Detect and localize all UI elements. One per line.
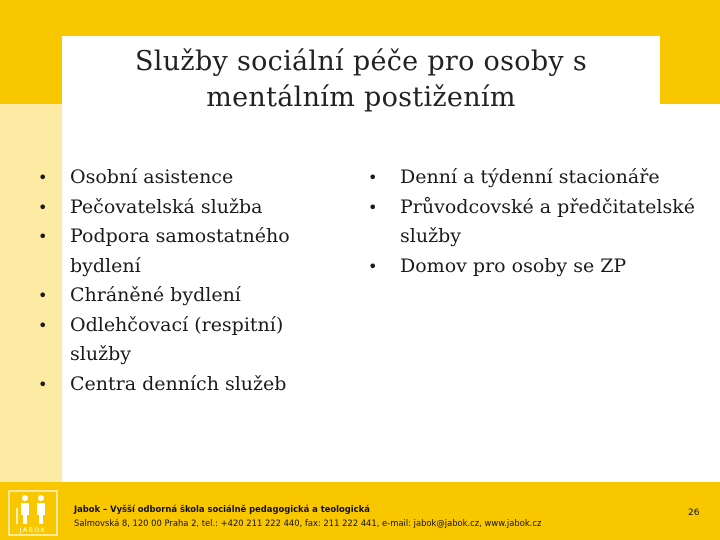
list-item-text: Centra denních služeb bbox=[70, 372, 287, 395]
list-item bbox=[38, 281, 333, 311]
list-item-text: Chráněné bydlení bbox=[70, 284, 241, 306]
bullet-icon: • bbox=[368, 197, 378, 217]
jabok-logo-icon bbox=[8, 490, 58, 536]
slide-title: Služby sociální péče pro osoby s mentálním postižením bbox=[135, 46, 587, 113]
list-item bbox=[38, 193, 333, 223]
left-bullet-list bbox=[38, 163, 333, 399]
footer-address: Salmovská 8, 120 00 Praha 2, tel.: +420 211 222 440, fax: 211 222 441, e-mail: jabok@jabok.cz, www.jabok.cz bbox=[74, 518, 542, 528]
bullet-icon: • bbox=[38, 168, 48, 187]
page-number: 26 bbox=[688, 508, 700, 518]
bullet-icon: • bbox=[38, 227, 48, 246]
right-bullet-list bbox=[368, 163, 720, 281]
bullet-icon: • bbox=[38, 197, 48, 217]
logo-text: JABOK bbox=[19, 526, 47, 534]
bullet-icon: • bbox=[368, 256, 378, 276]
list-item bbox=[38, 311, 333, 370]
bullet-icon: • bbox=[38, 315, 48, 335]
list-item bbox=[368, 193, 720, 252]
list-item bbox=[368, 252, 720, 282]
list-item-text: Odlehčovací (respitní) služby bbox=[70, 313, 284, 365]
footer-info bbox=[74, 502, 664, 530]
list-item bbox=[368, 163, 720, 193]
list-item-text: Denní a týdenní stacionáře bbox=[400, 166, 660, 188]
list-item-text: Osobní asistence bbox=[70, 166, 234, 188]
list-item-text: Podpora samostatného bydlení bbox=[70, 225, 290, 277]
list-item-text: Domov pro osoby se ZP bbox=[400, 254, 627, 277]
list-item-text: Pečovatelská služba bbox=[70, 195, 263, 218]
bullet-icon: • bbox=[368, 168, 378, 187]
bullet-icon: • bbox=[38, 286, 48, 305]
footer-org: Jabok – Vyšší odborná škola sociálně pedagogická a teologická bbox=[74, 504, 370, 514]
list-item bbox=[38, 222, 333, 281]
bullet-icon: • bbox=[38, 374, 48, 394]
list-item bbox=[38, 163, 333, 193]
list-item bbox=[38, 370, 333, 400]
list-item-text: Průvodcovské a předčitatelské služby bbox=[400, 195, 695, 247]
